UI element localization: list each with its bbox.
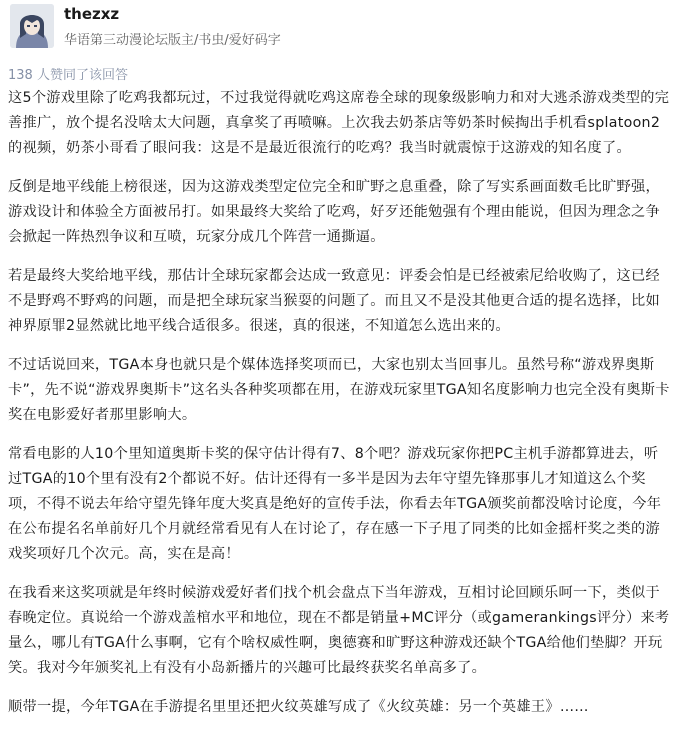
author-bio: 华语第三动漫论坛版主/书虫/爱好码字 [64,33,281,48]
answer-paragraph: 不过话说回来，TGA本身也就只是个媒体选择奖项而已，大家也别太当回事儿。虽然号称“游戏界奥斯卡”，先不说“游戏界奥斯卡”这名头各种奖项都在用，在游戏玩家里TGA知名度影响力也完全没有奥斯卡奖在电影爱好者那里影响大。 [8,357,670,423]
answer-paragraph: 反倒是地平线能上榜很迷，因为这游戏类型定位完全和旷野之息重叠，除了写实系画面数毛比旷野强，游戏设计和体验全方面被吊打。如果最终大奖给了吃鸡，好歹还能勉强有个理由能说，但因为理念之争会掀起一阵热烈争议和互喷，玩家分成几个阵营一通撕逼。 [8,179,660,245]
answer-paragraph: 顺带一提，今年TGA在手游提名里里还把火纹英雄写成了《火纹英雄：另一个英雄王》…… [8,699,589,715]
answer-content [8,86,670,720]
answer-paragraph: 这5个游戏里除了吃鸡我都玩过，不过我觉得就吃鸡这席卷全球的现象级影响力和对大逃杀游戏类型的完善推广，放个提名没啥太大问题，真拿奖了再喷嘛。上次我去奶茶店等奶茶时候掏出手机看splatoon2的视频，奶茶小哥看了眼问我：这是不是最近很流行的吃鸡？我当时就震惊于这游戏的知名度了。 [8,90,670,156]
author-header [8,2,668,58]
avatar-image [10,4,54,48]
vote-count[interactable]: 138 人赞同了该回答 [8,68,128,83]
avatar[interactable] [10,4,54,48]
author-name[interactable]: thezxz [64,5,120,23]
answer-paragraph: 若是最终大奖给地平线，那估计全球玩家都会达成一致意见：评委会怕是已经被索尼给收购了，这已经不是野鸡不野鸡的问题，而是把全球玩家当猴耍的问题了。而且又不是没其他更合适的提名选择，比如神界原罪2显然就比地平线合适很多。很迷，真的很迷，不知道怎么选出来的。 [8,268,660,334]
answer-paragraph: 在我看来这奖项就是年终时候游戏爱好者们找个机会盘点下当年游戏，互相讨论回顾乐呵一下，类似于春晚定位。真说给一个游戏盖棺水平和地位，现在不都是销量+MC评分（或gamerankings评分）来考量么，哪儿有TGA什么事啊，它有个啥权威性啊，奥德赛和旷野这种游戏还缺个TGA给他们垫脚？开玩笑。我对今年颁奖礼上有没有小岛新播片的兴趣可比最终获奖名单高多了。 [8,585,670,676]
answer-paragraph: 常看电影的人10个里知道奥斯卡奖的保守估计得有7、8个吧？游戏玩家你把PC主机手游都算进去，听过TGA的10个里有没有2个都说不好。估计还得有一多半是因为去年守望先锋那事儿才知道这么个奖项，不得不说去年给守望先锋年度大奖真是绝好的宣传手法，你看去年TGA颁奖前都没啥讨论度，今年在公布提名名单前好几个月就经常看见有人在讨论了，存在感一下子甩了同类的比如金摇杆奖之类的游戏奖项好几个次元。高，实在是高！ [8,446,662,562]
